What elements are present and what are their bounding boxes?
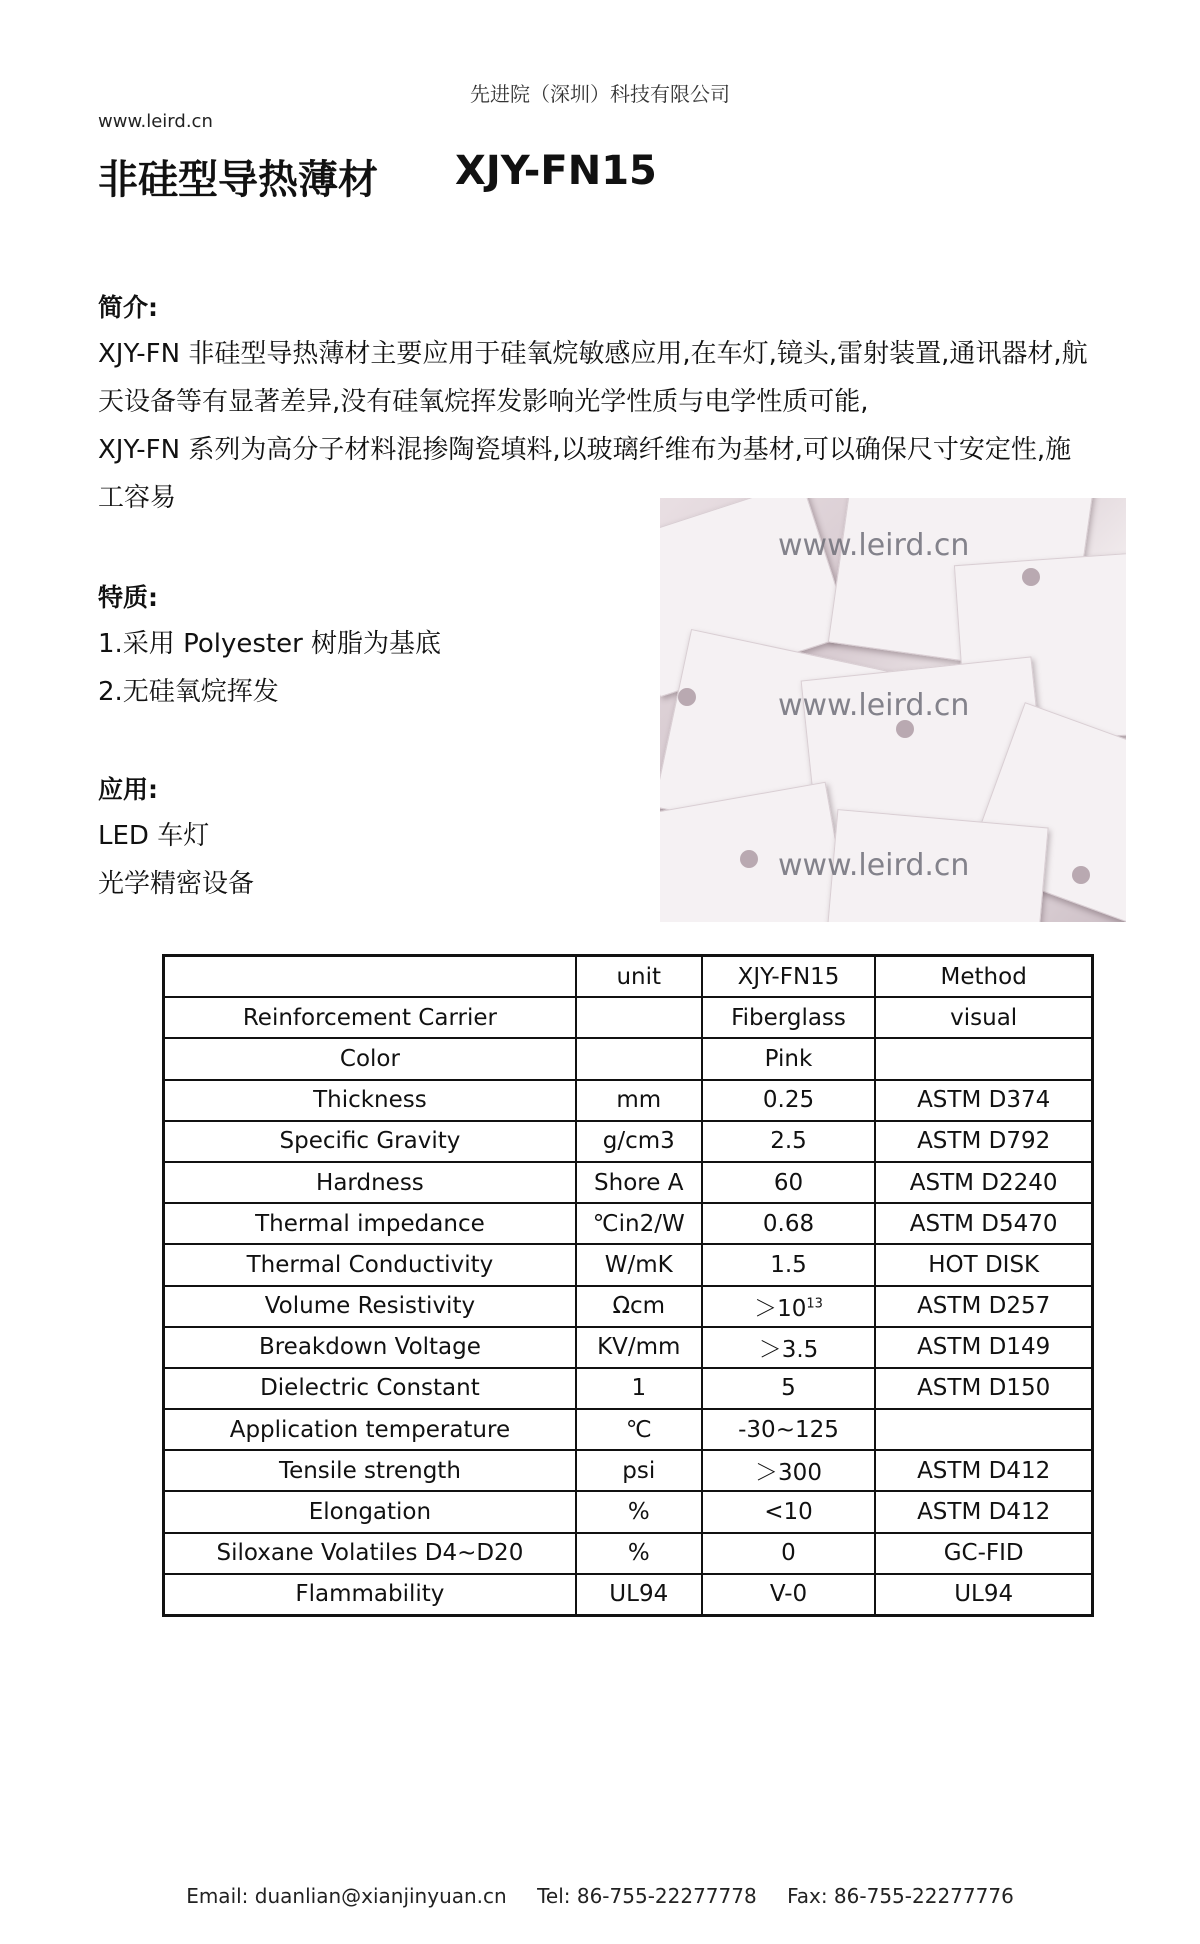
unit-cell: 1	[576, 1368, 702, 1409]
property-cell: Volume Resistivity	[164, 1286, 576, 1327]
property-cell: Color	[164, 1038, 576, 1079]
method-cell: ASTM D149	[875, 1327, 1092, 1368]
method-cell: ASTM D257	[875, 1286, 1092, 1327]
value-cell: 2.5	[702, 1121, 876, 1162]
table-row	[164, 1080, 1093, 1121]
method-cell: ASTM D5470	[875, 1203, 1092, 1244]
table-row	[164, 1574, 1093, 1616]
property-cell: Specific Gravity	[164, 1121, 576, 1162]
resistivity-base: ＞10	[754, 1295, 807, 1322]
table-row	[164, 1409, 1093, 1450]
unit-cell: %	[576, 1533, 702, 1574]
application-item: LED 车灯	[98, 821, 210, 851]
unit-cell: Shore A	[576, 1162, 702, 1203]
table-row	[164, 1203, 1093, 1244]
intro-line: 工容易	[98, 483, 177, 513]
footer-contact	[0, 1884, 1200, 1908]
property-cell: Reinforcement Carrier	[164, 997, 576, 1038]
property-cell: Thermal impedance	[164, 1203, 576, 1244]
table-row	[164, 1450, 1093, 1491]
property-cell: Elongation	[164, 1491, 576, 1532]
features-heading: 特质:	[98, 583, 158, 612]
spec-table	[162, 954, 1094, 1617]
value-cell: ＞3.5	[702, 1327, 876, 1368]
website-link[interactable]: www.leird.cn	[98, 111, 213, 132]
intro-heading: 简介:	[98, 293, 158, 322]
table-row	[164, 1121, 1093, 1162]
table-row	[164, 1286, 1093, 1327]
unit-cell: mm	[576, 1080, 702, 1121]
method-cell: ASTM D374	[875, 1080, 1092, 1121]
property-cell: Flammability	[164, 1574, 576, 1616]
method-cell: visual	[875, 997, 1092, 1038]
property-cell: Thermal Conductivity	[164, 1244, 576, 1285]
unit-cell: KV/mm	[576, 1327, 702, 1368]
intro-text	[98, 330, 1158, 522]
value-cell: V-0	[702, 1574, 876, 1616]
intro-line: 天设备等有显著差异,没有硅氧烷挥发影响光学性质与电学性质可能,	[98, 387, 869, 417]
applications-list	[98, 812, 658, 908]
photo-watermark: www.leird.cn	[778, 688, 970, 723]
unit-cell	[576, 1038, 702, 1079]
table-row	[164, 1038, 1093, 1079]
unit-cell: UL94	[576, 1574, 702, 1616]
unit-cell: W/mK	[576, 1244, 702, 1285]
property-cell: Breakdown Voltage	[164, 1327, 576, 1368]
product-photo	[660, 498, 1126, 922]
application-item: 光学精密设备	[98, 869, 255, 899]
product-model: XJY-FN15	[455, 148, 657, 194]
intro-line: XJY-FN 非硅型导热薄材主要应用于硅氧烷敏感应用,在车灯,镜头,雷射装置,通讯器材,航	[98, 339, 1088, 369]
value-cell: 0.68	[702, 1203, 876, 1244]
table-header-cell: unit	[576, 956, 702, 998]
method-cell: ASTM D2240	[875, 1162, 1092, 1203]
property-cell: Thickness	[164, 1080, 576, 1121]
unit-cell: Ωcm	[576, 1286, 702, 1327]
method-cell: ASTM D792	[875, 1121, 1092, 1162]
table-row	[164, 997, 1093, 1038]
value-cell: <10	[702, 1491, 876, 1532]
resistivity-exponent: 13	[806, 1295, 823, 1311]
feature-item: 2.无硅氧烷挥发	[98, 677, 279, 707]
photo-watermark: www.leird.cn	[778, 528, 970, 563]
method-cell: ASTM D150	[875, 1368, 1092, 1409]
product-title: 非硅型导热薄材	[98, 157, 378, 203]
property-cell: Application temperature	[164, 1409, 576, 1450]
method-cell: ASTM D412	[875, 1450, 1092, 1491]
property-cell: Siloxane Volatiles D4~D20	[164, 1533, 576, 1574]
photo-watermark: www.leird.cn	[778, 848, 970, 883]
unit-cell: psi	[576, 1450, 702, 1491]
table-row	[164, 1533, 1093, 1574]
value-cell: 0.25	[702, 1080, 876, 1121]
unit-cell: %	[576, 1491, 702, 1532]
unit-cell: g/cm3	[576, 1121, 702, 1162]
value-cell: ＞300	[702, 1450, 876, 1491]
footer-tel: Tel: 86-755-22277778	[537, 1884, 757, 1908]
value-cell: 0	[702, 1533, 876, 1574]
property-cell: Hardness	[164, 1162, 576, 1203]
method-cell	[875, 1038, 1092, 1079]
method-cell: ASTM D412	[875, 1491, 1092, 1532]
table-row	[164, 1244, 1093, 1285]
value-cell: Fiberglass	[702, 997, 876, 1038]
value-cell: 5	[702, 1368, 876, 1409]
feature-item: 1.采用 Polyester 树脂为基底	[98, 629, 442, 659]
unit-cell: ℃	[576, 1409, 702, 1450]
table-row	[164, 1491, 1093, 1532]
value-cell: -30~125	[702, 1409, 876, 1450]
method-cell	[875, 1409, 1092, 1450]
value-cell: 60	[702, 1162, 876, 1203]
table-header-cell: Method	[875, 956, 1092, 998]
method-cell: UL94	[875, 1574, 1092, 1616]
footer-email[interactable]: Email: duanlian@xianjinyuan.cn	[186, 1884, 507, 1908]
table-header-cell	[164, 956, 576, 998]
intro-line: XJY-FN 系列为高分子材料混掺陶瓷填料,以玻璃纤维布为基材,可以确保尺寸安定性,施	[98, 435, 1072, 465]
value-cell: 1.5	[702, 1244, 876, 1285]
table-row	[164, 1162, 1093, 1203]
applications-heading: 应用:	[98, 775, 158, 804]
company-name: 先进院（深圳）科技有限公司	[470, 82, 730, 106]
table-header-cell: XJY-FN15	[702, 956, 876, 998]
property-cell: Dielectric Constant	[164, 1368, 576, 1409]
value-cell	[702, 1286, 876, 1327]
method-cell: GC-FID	[875, 1533, 1092, 1574]
table-row	[164, 1327, 1093, 1368]
property-cell: Tensile strength	[164, 1450, 576, 1491]
value-cell: Pink	[702, 1038, 876, 1079]
table-row	[164, 1368, 1093, 1409]
features-list	[98, 620, 658, 716]
table-header-row	[164, 956, 1093, 998]
unit-cell: ℃in2/W	[576, 1203, 702, 1244]
unit-cell	[576, 997, 702, 1038]
method-cell: HOT DISK	[875, 1244, 1092, 1285]
footer-fax: Fax: 86-755-22277776	[787, 1884, 1014, 1908]
